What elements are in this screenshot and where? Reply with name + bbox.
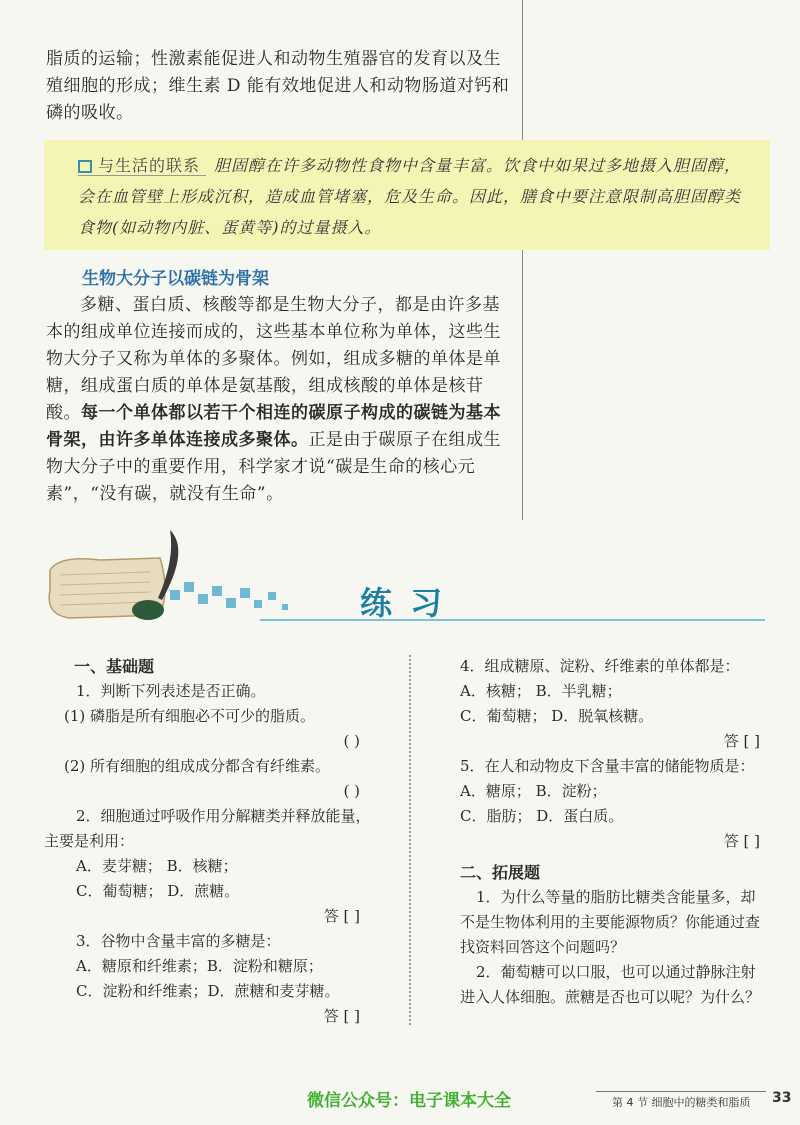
question-4-options-1: A．核糖； B．半乳糖； bbox=[460, 682, 622, 700]
exercise-left-column bbox=[44, 654, 390, 1029]
question-2-options-2: C．葡萄糖； D．蔗糖。 bbox=[76, 882, 240, 900]
page-number: 33 bbox=[772, 1090, 792, 1106]
extension-question-1: 1．为什么等量的脂肪比糖类含能量多，却不是生物体利用的主要能源物质？你能通过查找资料回答这个问题吗？ bbox=[460, 888, 761, 956]
life-connection-text bbox=[78, 150, 748, 243]
question-3-options-2: C．淀粉和纤维素；D．蔗糖和麦芽糖。 bbox=[76, 982, 340, 1000]
question-5-options-2: C．脂肪； D．蛋白质。 bbox=[460, 807, 624, 825]
question-2-answer: 答 [ ] bbox=[323, 907, 360, 925]
life-connection-label: 与生活的联系 bbox=[98, 156, 201, 175]
question-1a: (1) 磷脂是所有细胞必不可少的脂质。 bbox=[64, 707, 316, 725]
basic-heading: 一、基础题 bbox=[74, 657, 155, 676]
extension-question-2: 2．葡萄糖可以口服，也可以通过静脉注射进入人体细胞。蔗糖是否也可以呢？为什么？ bbox=[460, 963, 761, 1006]
mosaic-decoration bbox=[170, 582, 288, 610]
book-icon bbox=[78, 160, 92, 173]
question-5-answer: 答 [ ] bbox=[723, 832, 760, 850]
exercise-title: 练习 bbox=[360, 584, 461, 622]
question-3-options-1: A．糖原和纤维素；B．淀粉和糖原； bbox=[76, 957, 323, 975]
exercise-right-column bbox=[460, 654, 770, 1010]
question-1b-paren: ( ) bbox=[343, 782, 360, 800]
watermark-text: 微信公众号：电子课本大全 bbox=[307, 1091, 511, 1111]
question-3-answer: 答 [ ] bbox=[323, 1007, 360, 1025]
question-2-options-1: A．麦芽糖； B．核糖； bbox=[76, 857, 238, 875]
exercise-rule bbox=[260, 619, 765, 621]
question-5-options-1: A．糖原； B．淀粉； bbox=[460, 782, 607, 800]
question-1a-paren: ( ) bbox=[343, 732, 360, 750]
life-connection-body: 胆固醇在许多动物性食物中含量丰富。饮食中如果过多地摄入胆固醇，会在血管壁上形成沉积，造成血管堵塞，危及生命。因此，膳食中要注意限制高胆固醇类食物(如动物内脏、蛋黄等)的过量摄入。 bbox=[78, 156, 742, 237]
question-3: 3．谷物中含量丰富的多糖是： bbox=[76, 932, 281, 950]
life-connection-tag bbox=[78, 156, 206, 176]
main-paragraph-part1: 多糖、蛋白质、核酸等都是生物大分子，都是由许多基本的组成单位连接而成的，这些基本单位称为单体，这些生物大分子又称为单体的多聚体。例如，组成多糖的单体是单糖，组成蛋白质的单体是氨基酸，组成核酸的单体是核苷酸。 bbox=[46, 295, 501, 423]
question-2-line1: 2．细胞通过呼吸作用分解糖类并释放能量， bbox=[76, 807, 371, 825]
main-paragraph bbox=[46, 292, 516, 508]
column-divider bbox=[522, 0, 523, 520]
question-1: 1．判断下列表述是否正确。 bbox=[76, 682, 266, 700]
question-4-options-2: C．葡萄糖； D．脱氧核糖。 bbox=[460, 707, 654, 725]
question-2-line2: 主要是利用： bbox=[44, 832, 135, 850]
main-paragraph-bold: 每一个单体都以若干个相连的碳原子构成的碳链为基本骨架，由许多单体连接成多聚体。 bbox=[46, 403, 501, 450]
question-1b: (2) 所有细胞的组成成分都含有纤维素。 bbox=[64, 757, 331, 775]
question-4: 4．组成糖原、淀粉、纤维素的单体都是： bbox=[460, 657, 740, 675]
footer-section-label: 第 4 节 细胞中的糖类和脂质 bbox=[612, 1096, 751, 1109]
question-5: 5．在人和动物皮下含量丰富的储能物质是： bbox=[460, 757, 755, 775]
top-paragraph: 脂质的运输；性激素能促进人和动物生殖器官的发育以及生殖细胞的形成；维生素 D 能有效地促进人和动物肠道对钙和磷的吸收。 bbox=[46, 49, 510, 123]
exercise-column-separator bbox=[409, 655, 411, 1025]
main-paragraph-part2: 正是由于碳原子在组成生物大分子中的重要作用，科学家才说“碳是生命的核心元素”，“没有碳，就没有生命”。 bbox=[46, 430, 501, 504]
section-title: 生物大分子以碳链为骨架 bbox=[82, 269, 269, 289]
question-4-answer: 答 [ ] bbox=[723, 732, 760, 750]
extension-heading: 二、拓展题 bbox=[460, 863, 541, 882]
